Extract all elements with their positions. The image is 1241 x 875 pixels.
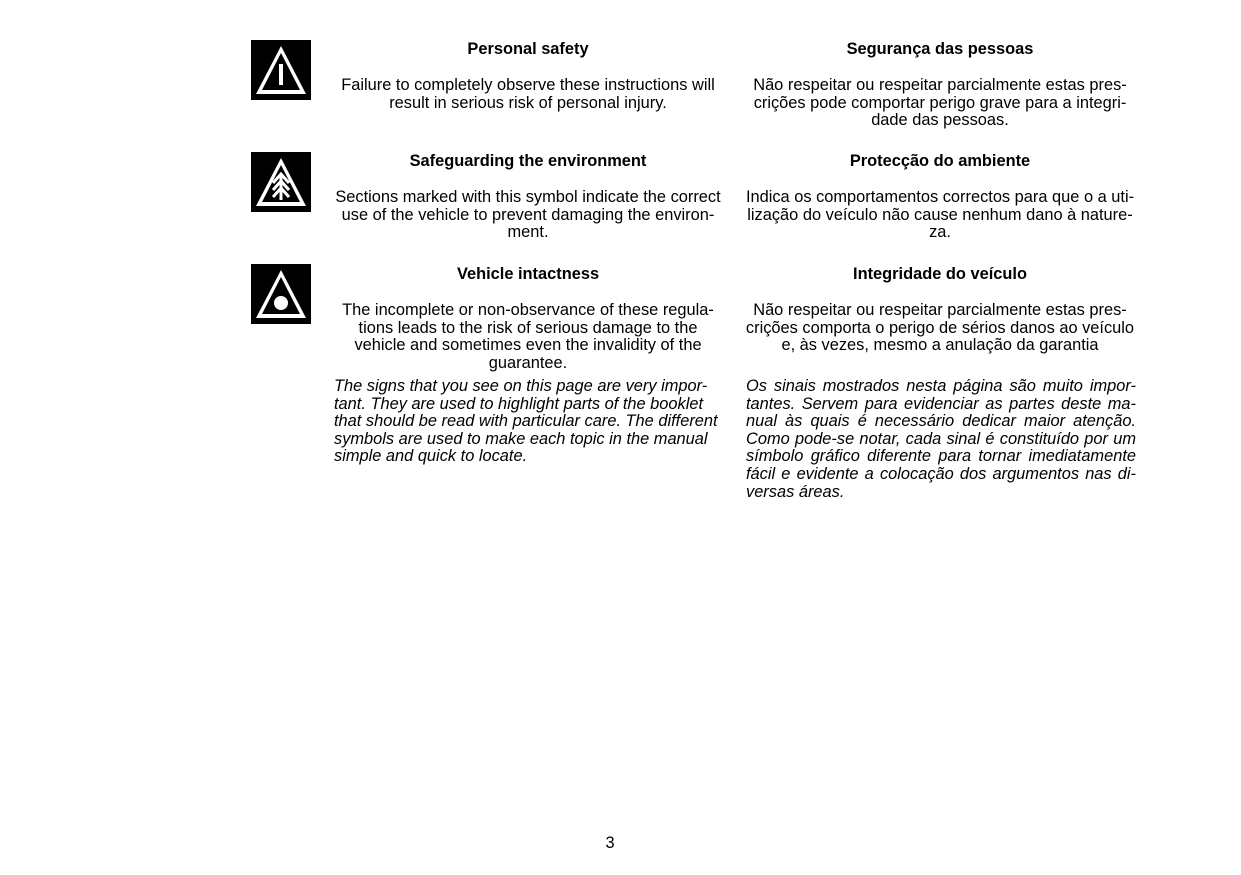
warning-exclamation-icon	[251, 40, 311, 100]
section-title: Vehicle intactness	[456, 265, 600, 283]
section-text: Indica os comportamentos correctos para que o a uti-lização do veículo não cause nenhum dano à nature-za.	[745, 187, 1135, 242]
section-title: Personal safety	[467, 40, 589, 58]
section-environment-en	[333, 153, 723, 242]
section-environment-pt	[745, 153, 1135, 242]
section-title: Segurança das pessoas	[846, 40, 1034, 58]
section-title: Safeguarding the environment	[409, 152, 647, 170]
section-title: Protecção do ambiente	[849, 152, 1031, 170]
section-personal-safety-en	[333, 41, 723, 112]
section-vehicle-en	[333, 266, 723, 373]
page-number: 3	[605, 834, 615, 852]
note-pt: Os sinais mostrados nesta página são muito impor-tantes. Servem para evidenciar as partes deste ma-nual às quais é necessário dedicar maior atenção. Como pode-se notar, cada sinal é constituído por um símbolo gráfico diferente para tornar imediatamente fácil e evidente a colocação dos argumentos nas di-versas áreas.	[746, 377, 1136, 501]
environment-tree-icon	[251, 152, 311, 212]
section-text: The incomplete or non-observance of these regula-tions leads to the risk of serious damage to the vehicle and sometimes even the invalidity of the guarantee.	[342, 300, 714, 373]
section-text: Failure to completely observe these instructions will result in serious risk of personal injury.	[341, 75, 715, 112]
section-vehicle-pt	[745, 266, 1135, 355]
note-en: The signs that you see on this page are very impor-tant. They are used to highlight parts of the booklet that should be read with particular care. The different symbols are used to make each topic in the manual simple and quick to locate.	[334, 377, 718, 466]
section-title: Integridade do veículo	[853, 265, 1027, 283]
section-personal-safety-pt	[745, 41, 1135, 130]
section-text: Não respeitar ou respeitar parcialmente estas pres-crições comporta o perigo de sérios danos ao veículo e, às vezes, mesmo a anulação da garantia	[745, 300, 1135, 355]
section-text: Não respeitar ou respeitar parcialmente estas pres-crições pode comportar perigo grave para a integri-dade das pessoas.	[753, 75, 1127, 130]
section-text: Sections marked with this symbol indicate the correct use of the vehicle to prevent damaging the environ-ment.	[335, 187, 721, 242]
vehicle-dot-icon	[251, 264, 311, 324]
